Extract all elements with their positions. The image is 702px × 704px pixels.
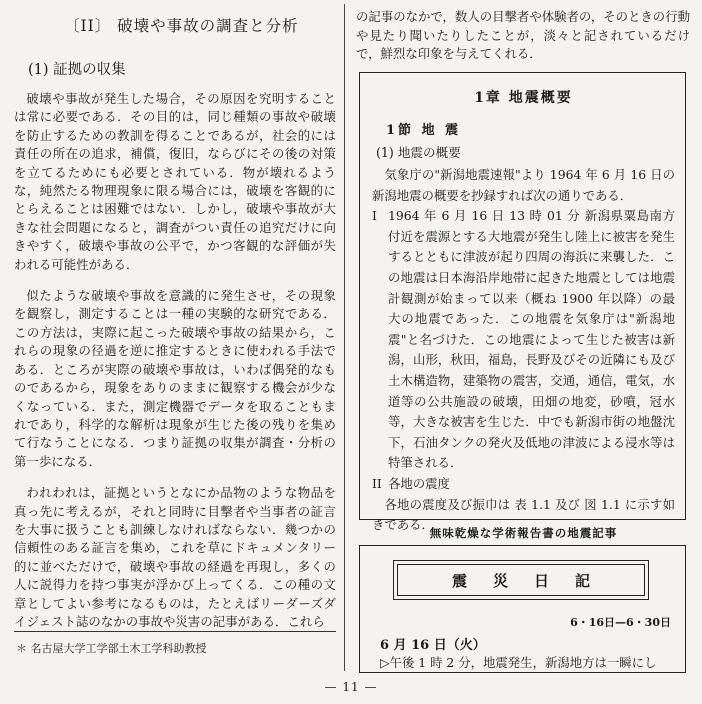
diary-date-range: 6・16日—6・30日 <box>570 616 671 629</box>
report-item-2 <box>372 474 675 495</box>
box-caption: 無味乾燥な学術報告書の地震記事 <box>429 526 618 540</box>
paragraph: われわれは，証拠というとなにか品物のような物品を真っ先に考えるが，それと同時に目撃者や当事者の証言を大事に扱うことも訓練しなければならない．幾つかの信頼性のある証言を集め，これを草にドキュメンタリー的に並べただけで，破壊や事故の経過を再現し，多くの人に説得力を持つ事実が浮かび上ってくる．この種の文章としてよい参考になるものは，たとえばリーダーズダイジェスト誌のなかの事故や災害の記事がある．これら <box>14 485 336 629</box>
page-number: — 11 — <box>324 680 378 694</box>
footnote-rule <box>14 631 336 632</box>
section-title: 〔II〕 破壊や事故の調査と分析 <box>64 17 299 35</box>
diary-entry: ▷午後 1 時 2 分，地震発生，新潟地方は一瞬にし <box>380 655 657 670</box>
diary-box <box>359 545 686 673</box>
diary-date: 6 月 16 日（火） <box>380 638 486 653</box>
report-item-text: 1964 年 6 月 16 日 13 時 01 分 新潟県粟島南方付近を震源とする大地震が発生し陸上に被害を発生するとともに津波が起り四周の海浜に来襲した．この地震は日本海沿岸地帯に起きた地震としては地震計観測が始まって以来（概ね 1900 年以降）の最大の地震であった．この地震を気象庁は"新潟地震"と名づけた．この地震によって生じた被害は新潟，山形，秋田，福島，長野及びその近隣にも及び土木構造物，建築物の震害，交通，通信，電気，水道等の公共施設の破壊，田畑の地変，砂噴，冠水等，大きな被害を生じた．中でも新潟市街の地盤沈下，石油タンクの発火及低地の津波による浸水等は特筆される． <box>388 208 675 471</box>
chapter-heading: 1章 地震概要 <box>474 90 573 106</box>
subsection-title: (1) 証拠の収集 <box>28 62 126 78</box>
left-column <box>14 14 336 644</box>
report-item-1 <box>372 206 675 474</box>
roman-numeral: I <box>372 208 377 224</box>
paragraph: 破壊や事故が発生した場合，その原因を究明することは常に必要である．その目的は，同じ種類の事故や破壊を防止するための教訓を得ることであるが，社会的には責任の所在の追求，補償，復旧，ならびにその後の対策を立てるためにも必要とされている．物が壊れるような，純然たる物理現象に限る場合には，破壊を客観的にとらえることは困難ではない．しかし，破壊や事故が大きな社会問題になると，調査がつい責任の追究だけに向きやすく，破壊や事故の公平で，かつ客観的な評価が失われる可能性がある． <box>14 91 336 272</box>
roman-numeral: II <box>372 475 382 491</box>
diary-title: 震災日記 <box>397 564 645 596</box>
diary-title-frame <box>393 560 649 600</box>
paragraph: 似たような破壊や事故を意識的に発生させ，その現象を観察し，測定することは一種の実験的な研究である．この方法は，実際に起こった破壊や事故の結果から，これらの現象の径過を逆に推定するときに使われる手法である．ところが実際の破壊や事故は，いわば偶発的なものであるから，現象をありのままに観察する機会が少なくなっている．また，測定機器でデータを取ることもまれであり，科学的な解析は現象が生じた後の残りを集めて行なうことになる．つまり証拠の収集が調査・分析の第一歩になる． <box>14 288 336 469</box>
report-intro: 気象庁の"新潟地震速報"より 1964 年 6 月 16 日の新潟地震の概要を抄録すれば次の通りである． <box>372 167 675 203</box>
report-item-body: 各地の震度及び振巾は 表 1.1 及び 図 1.1 に示す如きである． <box>372 496 675 533</box>
footnote: ＊ 名古屋大学工学部土木工学科助教授 <box>16 642 207 655</box>
right-column <box>356 8 690 64</box>
continued-paragraph: の記事のなかで，数人の目撃者や体験者の，そのときの行動や見たり聞いたりしたことが，淡々と記されているだけで，鮮烈な印象を与えてくれる． <box>356 9 690 61</box>
column-divider <box>344 4 345 671</box>
report-item-heading: 各地の震度 <box>388 475 450 491</box>
section-heading: 1節 地 震 <box>386 123 462 138</box>
item-heading: (1) 地震の概要 <box>376 145 461 160</box>
